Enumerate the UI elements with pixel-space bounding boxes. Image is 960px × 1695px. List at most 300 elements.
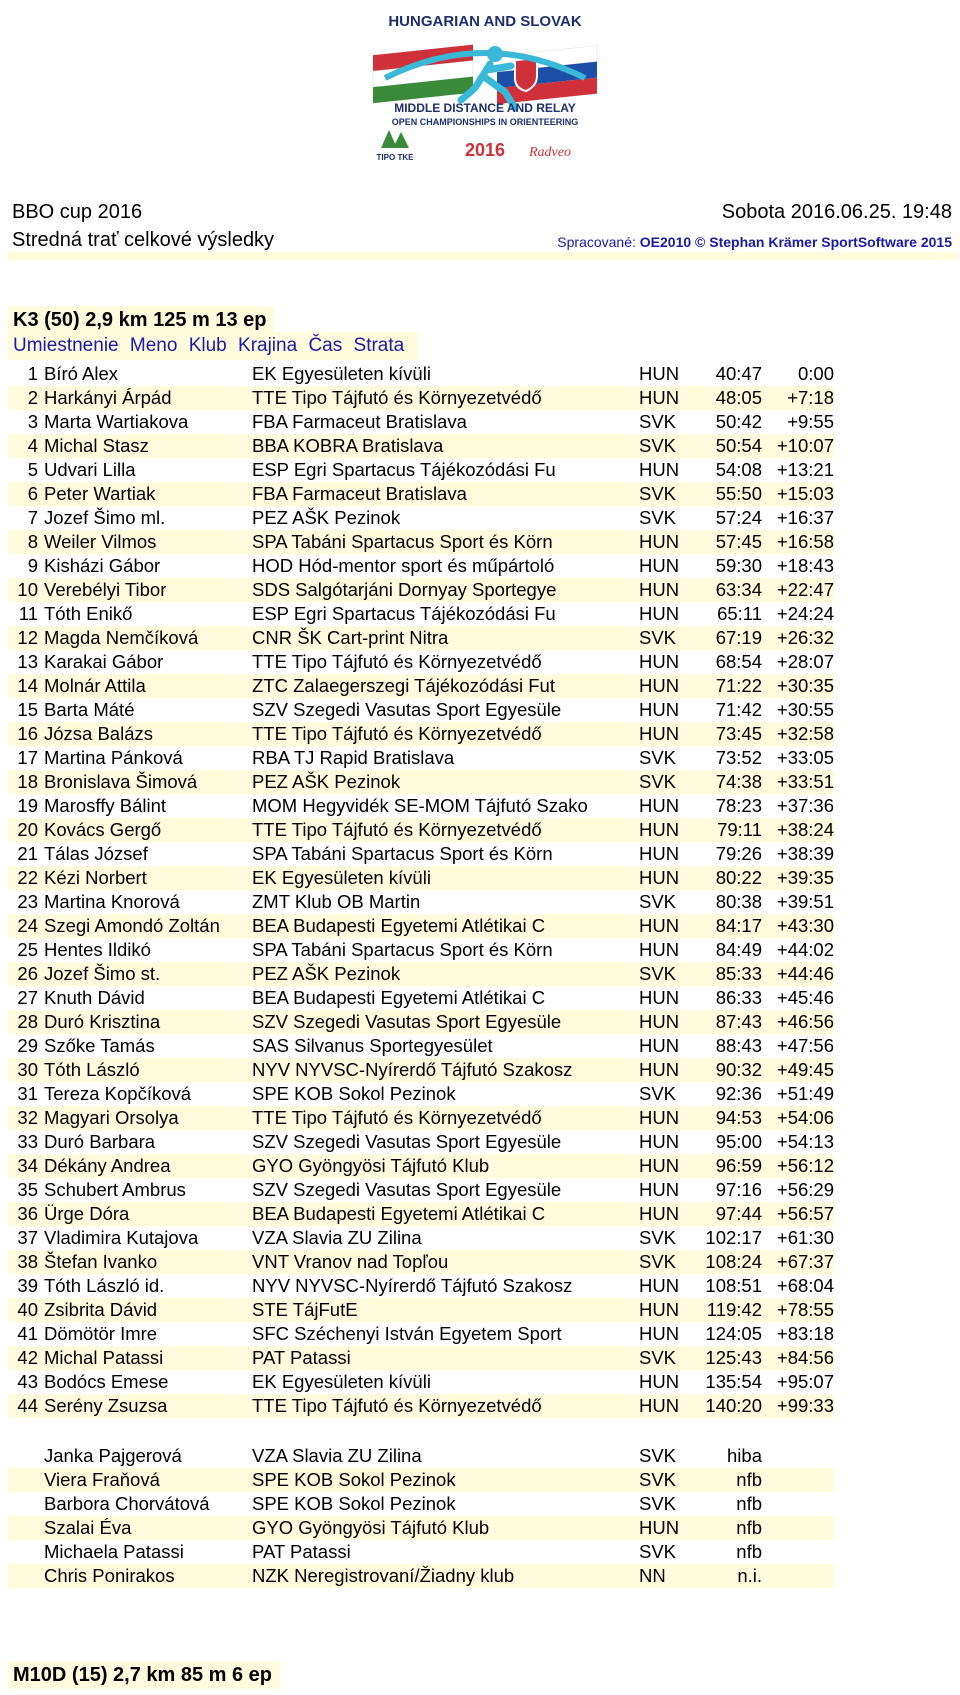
- processed-label: Spracované:: [557, 234, 636, 250]
- result-place: 20: [17, 819, 38, 840]
- result-diff: +37:36: [776, 795, 834, 816]
- result-club: EK Egyesületen kívüli: [252, 867, 431, 888]
- result-time: 50:54: [715, 435, 762, 456]
- col-place: Umiestnenie: [13, 335, 119, 356]
- result-club: SPA Tabáni Spartacus Sport és Körn: [252, 843, 553, 864]
- result-country: SVK: [639, 1251, 677, 1272]
- result-diff: +49:45: [776, 1059, 834, 1080]
- result-club: BEA Budapesti Egyetemi Atlétikai C: [252, 987, 546, 1008]
- table-row: [8, 482, 834, 506]
- result-place: 23: [17, 891, 38, 912]
- result-diff: +30:55: [776, 699, 834, 720]
- result-country: HUN: [639, 1299, 680, 1320]
- result-name: Szalai Éva: [44, 1517, 132, 1538]
- result-club: SZV Szegedi Vasutas Sport Egyesüle: [252, 699, 562, 720]
- result-club: SPE KOB Sokol Pezinok: [252, 1493, 456, 1514]
- result-name: Szegi Amondó Zoltán: [44, 915, 220, 936]
- class-title-m10d: M10D (15) 2,7 km 85 m 6 ep: [8, 1661, 280, 1689]
- result-diff: +95:07: [776, 1371, 834, 1392]
- result-country: HUN: [639, 1131, 680, 1152]
- result-club: GYO Gyöngyösi Tájfutó Klub: [252, 1517, 490, 1538]
- result-name: Tóth László: [44, 1059, 140, 1080]
- table-row: [8, 722, 834, 746]
- col-diff: Strata: [353, 335, 405, 356]
- result-name: Bronislava Šimová: [44, 771, 198, 792]
- result-time: 40:47: [715, 363, 762, 384]
- result-country: HUN: [639, 939, 680, 960]
- result-name: Tereza Kopčíková: [44, 1083, 192, 1104]
- result-time: 71:42: [715, 699, 762, 720]
- result-country: HUN: [639, 1179, 680, 1200]
- result-time: 57:45: [715, 531, 762, 552]
- result-place: 44: [17, 1395, 38, 1416]
- result-time: 57:24: [715, 507, 762, 528]
- unplaced-table: [8, 1444, 834, 1588]
- result-place: 11: [18, 603, 38, 624]
- header-band: [8, 252, 958, 260]
- table-row: [8, 1034, 834, 1058]
- result-place: 3: [27, 411, 38, 432]
- result-name: Udvari Lilla: [44, 459, 136, 480]
- result-club: PAT Patassi: [252, 1541, 351, 1562]
- result-name: Bodócs Emese: [44, 1371, 169, 1392]
- result-country: HUN: [639, 579, 680, 600]
- result-club: ESP Egri Spartacus Tájékozódási Fu: [252, 459, 556, 480]
- result-country: HUN: [639, 1107, 680, 1128]
- result-diff: +56:29: [776, 1179, 834, 1200]
- result-diff: +13:21: [776, 459, 834, 480]
- result-name: Dékány Andrea: [44, 1155, 171, 1176]
- result-country: HUN: [639, 723, 680, 744]
- result-place: 22: [17, 867, 38, 888]
- result-diff: +83:18: [776, 1323, 834, 1344]
- result-club: STE TájFutE: [252, 1299, 358, 1320]
- result-diff: +43:30: [776, 915, 834, 936]
- result-country: SVK: [639, 483, 677, 504]
- result-name: Schubert Ambrus: [44, 1179, 186, 1200]
- result-time: 79:26: [715, 843, 762, 864]
- result-club: PAT Patassi: [252, 1347, 351, 1368]
- result-place: 10: [17, 579, 38, 600]
- tipo-tree-icon: [381, 130, 409, 148]
- result-name: Tóth Enikő: [44, 603, 133, 624]
- result-time: 102:17: [705, 1227, 762, 1248]
- result-country: HUN: [639, 1203, 680, 1224]
- table-row: [8, 458, 834, 482]
- result-club: NZK Neregistrovaní/Žiadny klub: [252, 1565, 515, 1586]
- result-country: HUN: [639, 1517, 680, 1538]
- result-club: TTE Tipo Tájfutó és Környezetvédő: [252, 1107, 542, 1128]
- event-datetime: Sobota 2016.06.25. 19:48: [721, 201, 952, 223]
- result-name: Štefan Ivanko: [44, 1251, 158, 1272]
- table-row: [8, 1058, 834, 1082]
- result-status: n.i.: [737, 1565, 762, 1586]
- result-country: SVK: [639, 627, 677, 648]
- result-name: Michal Patassi: [44, 1347, 164, 1368]
- table-row: [8, 770, 834, 794]
- result-club: EK Egyesületen kívüli: [252, 1371, 431, 1392]
- result-name: Karakai Gábor: [44, 651, 164, 672]
- result-diff: +16:58: [776, 531, 834, 552]
- result-diff: +9:55: [787, 411, 834, 432]
- result-name: Marosffy Bálint: [44, 795, 167, 816]
- result-country: HUN: [639, 1371, 680, 1392]
- result-name: Barbora Chorvátová: [44, 1493, 210, 1514]
- runner-head: [487, 46, 503, 62]
- table-row: [8, 938, 834, 962]
- result-place: 34: [17, 1155, 38, 1176]
- result-name: Martina Knorová: [44, 891, 180, 912]
- result-diff: +47:56: [776, 1035, 834, 1056]
- result-name: Serény Zsuzsa: [44, 1395, 168, 1416]
- result-time: 140:20: [705, 1395, 762, 1416]
- logo-line1: HUNGARIAN AND SLOVAK: [388, 13, 582, 30]
- result-diff: +67:37: [776, 1251, 834, 1272]
- result-time: 88:43: [715, 1035, 762, 1056]
- result-diff: +16:37: [776, 507, 834, 528]
- result-diff: +10:07: [776, 435, 834, 456]
- table-row: [8, 386, 834, 410]
- sponsor-tipo: TIPO TKE: [376, 153, 414, 162]
- result-country: SVK: [639, 507, 677, 528]
- table-row: [8, 866, 834, 890]
- result-place: 24: [17, 915, 38, 936]
- result-country: SVK: [639, 747, 677, 768]
- result-country: SVK: [639, 1347, 677, 1368]
- result-name: Duró Krisztina: [44, 1011, 161, 1032]
- result-country: HUN: [639, 915, 680, 936]
- result-club: SPE KOB Sokol Pezinok: [252, 1469, 456, 1490]
- result-diff: +99:33: [776, 1395, 834, 1416]
- result-place: 27: [17, 987, 38, 1008]
- result-place: 28: [17, 1011, 38, 1032]
- result-time: 84:49: [715, 939, 762, 960]
- result-name: Michaela Patassi: [44, 1541, 184, 1562]
- result-country: HUN: [639, 1395, 680, 1416]
- result-club: RBA TJ Rapid Bratislava: [252, 747, 455, 768]
- table-row: [8, 1540, 834, 1564]
- result-name: Marta Wartiakova: [44, 411, 189, 432]
- result-country: HUN: [639, 987, 680, 1008]
- result-name: Viera Fraňová: [44, 1469, 160, 1490]
- table-row: [8, 1298, 834, 1322]
- result-name: Janka Pajgerová: [44, 1445, 182, 1466]
- result-club: SAS Silvanus Sportegyesület: [252, 1035, 493, 1056]
- result-name: Weiler Vilmos: [44, 531, 157, 552]
- result-time: 48:05: [715, 387, 762, 408]
- result-name: Peter Wartiak: [44, 483, 156, 504]
- table-row: [8, 1178, 834, 1202]
- result-country: SVK: [639, 1083, 677, 1104]
- result-name: Michal Stasz: [44, 435, 149, 456]
- table-row: [8, 1274, 834, 1298]
- logo-line3: OPEN CHAMPIONSHIPS IN ORIENTEERING: [391, 117, 579, 127]
- result-club: PEZ AŠK Pezinok: [252, 507, 401, 528]
- result-place: 32: [17, 1107, 38, 1128]
- processed-by: [557, 234, 952, 250]
- result-country: SVK: [639, 1469, 677, 1490]
- table-row: [8, 602, 834, 626]
- table-row: [8, 962, 834, 986]
- table-row: [8, 434, 834, 458]
- result-name: Hentes Ildikó: [44, 939, 151, 960]
- result-place: 8: [27, 531, 38, 552]
- result-name: Kézi Norbert: [44, 867, 147, 888]
- logo-year: 2016: [464, 140, 506, 160]
- result-club: ZMT Klub OB Martin: [252, 891, 421, 912]
- result-country: HUN: [639, 1035, 680, 1056]
- table-row: [8, 1202, 834, 1226]
- result-place: 43: [17, 1371, 38, 1392]
- result-name: Kisházi Gábor: [44, 555, 161, 576]
- result-club: EK Egyesületen kívüli: [252, 363, 431, 384]
- class-title-k3: K3 (50) 2,9 km 125 m 13 ep: [8, 306, 274, 334]
- result-status: hiba: [727, 1445, 762, 1466]
- table-row: [8, 1010, 834, 1034]
- table-row: [8, 1250, 834, 1274]
- table-row: [8, 1516, 834, 1540]
- result-name: Dömötör Imre: [44, 1323, 158, 1344]
- results-table: [8, 362, 834, 1418]
- result-time: 65:11: [717, 603, 762, 624]
- result-diff: +78:55: [776, 1299, 834, 1320]
- table-row: [8, 554, 834, 578]
- result-country: SVK: [639, 1227, 677, 1248]
- result-name: Duró Barbara: [44, 1131, 156, 1152]
- table-row: [8, 410, 834, 434]
- result-time: 108:24: [705, 1251, 762, 1272]
- result-place: 25: [17, 939, 38, 960]
- table-row: [8, 914, 834, 938]
- result-place: 5: [27, 459, 38, 480]
- result-diff: +33:05: [776, 747, 834, 768]
- result-place: 37: [17, 1227, 38, 1248]
- result-name: Magyari Orsolya: [44, 1107, 179, 1128]
- result-country: NN: [639, 1565, 666, 1586]
- result-place: 13: [17, 651, 38, 672]
- result-country: SVK: [639, 771, 677, 792]
- column-headers: [8, 332, 418, 360]
- table-row: [8, 506, 834, 530]
- result-diff: +51:49: [776, 1083, 834, 1104]
- result-diff: +54:13: [776, 1131, 834, 1152]
- result-club: ESP Egri Spartacus Tájékozódási Fu: [252, 603, 556, 624]
- result-name: Bíró Alex: [44, 363, 119, 384]
- table-row: [8, 842, 834, 866]
- result-name: Ürge Dóra: [44, 1203, 130, 1224]
- result-club: PEZ AŠK Pezinok: [252, 771, 401, 792]
- result-time: 85:33: [715, 963, 762, 984]
- result-time: 71:22: [715, 675, 762, 696]
- result-name: Verebélyi Tibor: [44, 579, 167, 600]
- result-time: 79:11: [717, 819, 762, 840]
- table-row: [8, 746, 834, 770]
- result-diff: +45:46: [776, 987, 834, 1008]
- result-status: nfb: [736, 1493, 762, 1514]
- result-country: HUN: [639, 819, 680, 840]
- result-country: SVK: [639, 1445, 677, 1466]
- result-name: Tóth László id.: [44, 1275, 165, 1296]
- result-time: 73:52: [715, 747, 762, 768]
- table-row: [8, 794, 834, 818]
- result-country: SVK: [639, 411, 677, 432]
- result-club: SZV Szegedi Vasutas Sport Egyesüle: [252, 1179, 562, 1200]
- result-place: 16: [17, 723, 38, 744]
- table-row: [8, 578, 834, 602]
- result-diff: +38:24: [776, 819, 834, 840]
- result-time: 95:00: [715, 1131, 762, 1152]
- result-time: 55:50: [715, 483, 762, 504]
- result-place: 31: [17, 1083, 38, 1104]
- result-club: SZV Szegedi Vasutas Sport Egyesüle: [252, 1011, 562, 1032]
- result-time: 54:08: [715, 459, 762, 480]
- result-country: HUN: [639, 1011, 680, 1032]
- result-time: 94:53: [715, 1107, 762, 1128]
- result-time: 74:38: [715, 771, 762, 792]
- result-country: HUN: [639, 387, 680, 408]
- result-time: 97:16: [715, 1179, 762, 1200]
- result-diff: +38:39: [776, 843, 834, 864]
- table-row: [8, 1468, 834, 1492]
- result-time: 50:42: [715, 411, 762, 432]
- result-country: SVK: [639, 891, 677, 912]
- result-club: HOD Hód-mentor sport és műpártoló: [252, 555, 555, 576]
- result-place: 18: [17, 771, 38, 792]
- result-time: 90:32: [715, 1059, 762, 1080]
- result-place: 9: [27, 555, 38, 576]
- result-place: 15: [17, 699, 38, 720]
- result-time: 108:51: [705, 1275, 762, 1296]
- result-place: 2: [27, 387, 38, 408]
- table-row: [8, 650, 834, 674]
- result-club: SZV Szegedi Vasutas Sport Egyesüle: [252, 1131, 562, 1152]
- result-place: 21: [17, 843, 38, 864]
- result-club: SFC Széchenyi István Egyetem Sport: [252, 1323, 562, 1344]
- table-row: [8, 986, 834, 1010]
- result-club: NYV NYVSC-Nyírerdő Tájfutó Szakosz: [252, 1059, 573, 1080]
- result-place: 6: [27, 483, 38, 504]
- result-diff: +7:18: [787, 387, 834, 408]
- result-time: 86:33: [715, 987, 762, 1008]
- table-row: [8, 698, 834, 722]
- table-row: [8, 1130, 834, 1154]
- table-row: [8, 1082, 834, 1106]
- result-diff: +39:51: [776, 891, 834, 912]
- logo-graphic: [365, 8, 605, 168]
- result-club: SPA Tabáni Spartacus Sport és Körn: [252, 531, 553, 552]
- result-place: 30: [17, 1059, 38, 1080]
- result-country: SVK: [639, 435, 677, 456]
- table-row: [8, 530, 834, 554]
- result-place: 1: [27, 363, 38, 384]
- result-place: 17: [17, 747, 38, 768]
- result-diff: +46:56: [776, 1011, 834, 1032]
- result-club: NYV NYVSC-Nyírerdő Tájfutó Szakosz: [252, 1275, 573, 1296]
- result-place: 14: [17, 675, 38, 696]
- result-club: BBA KOBRA Bratislava: [252, 435, 444, 456]
- results-subtitle: Stredná trať celkové výsledky: [12, 229, 275, 251]
- result-club: BEA Budapesti Egyetemi Atlétikai C: [252, 915, 546, 936]
- result-country: SVK: [639, 1493, 677, 1514]
- result-name: Tálas József: [44, 843, 148, 864]
- result-diff: +54:06: [776, 1107, 834, 1128]
- result-name: Kovács Gergő: [44, 819, 162, 840]
- result-country: HUN: [639, 1059, 680, 1080]
- result-time: 80:22: [715, 867, 762, 888]
- result-name: Jozef Šimo st.: [44, 963, 161, 984]
- result-diff: +44:02: [776, 939, 834, 960]
- table-row: [8, 1322, 834, 1346]
- result-club: MOM Hegyvidék SE-MOM Tájfutó Szako: [252, 795, 588, 816]
- result-place: 39: [17, 1275, 38, 1296]
- result-place: 12: [17, 627, 38, 648]
- result-country: HUN: [639, 555, 680, 576]
- result-time: 119:42: [706, 1299, 762, 1320]
- result-place: 4: [27, 435, 38, 456]
- result-club: TTE Tipo Tájfutó és Környezetvédő: [252, 387, 542, 408]
- result-diff: +56:12: [776, 1155, 834, 1176]
- result-country: HUN: [639, 1155, 680, 1176]
- result-country: HUN: [639, 843, 680, 864]
- result-time: 73:45: [715, 723, 762, 744]
- result-club: BEA Budapesti Egyetemi Atlétikai C: [252, 1203, 546, 1224]
- result-country: HUN: [639, 531, 680, 552]
- result-diff: +39:35: [776, 867, 834, 888]
- result-diff: +33:51: [776, 771, 834, 792]
- table-row: [8, 674, 834, 698]
- table-row: [8, 1564, 834, 1588]
- result-club: TTE Tipo Tájfutó és Környezetvédő: [252, 1395, 542, 1416]
- result-country: HUN: [639, 651, 680, 672]
- result-time: 67:19: [715, 627, 762, 648]
- table-row: [8, 1492, 834, 1516]
- result-time: 124:05: [705, 1323, 762, 1344]
- result-country: HUN: [639, 1323, 680, 1344]
- event-title: BBO cup 2016: [12, 201, 143, 223]
- result-diff: +18:43: [776, 555, 834, 576]
- result-club: SDS Salgótarjáni Dornyay Sportegye: [252, 579, 557, 600]
- result-place: 35: [17, 1179, 38, 1200]
- result-status: nfb: [736, 1517, 762, 1538]
- table-row: [8, 1226, 834, 1250]
- result-club: TTE Tipo Tájfutó és Környezetvédő: [252, 723, 542, 744]
- result-name: Józsa Balázs: [44, 723, 153, 744]
- result-club: TTE Tipo Tájfutó és Környezetvédő: [252, 651, 542, 672]
- table-row: [8, 626, 834, 650]
- result-time: 96:59: [715, 1155, 762, 1176]
- result-name: Barta Máté: [44, 699, 135, 720]
- result-name: Magda Nemčíková: [44, 627, 199, 648]
- result-name: Zsibrita Dávid: [44, 1299, 158, 1320]
- result-name: Martina Pánková: [44, 747, 183, 768]
- table-row: [8, 1370, 834, 1394]
- result-club: GYO Gyöngyösi Tájfutó Klub: [252, 1155, 490, 1176]
- result-name: Szőke Tamás: [44, 1035, 155, 1056]
- result-time: 63:34: [715, 579, 762, 600]
- processed-software: OE2010 © Stephan Krämer SportSoftware 2015: [639, 234, 952, 250]
- result-place: 42: [17, 1347, 38, 1368]
- table-row: [8, 1394, 834, 1418]
- result-place: 38: [17, 1251, 38, 1272]
- result-time: 92:36: [715, 1083, 762, 1104]
- result-club: FBA Farmaceut Bratislava: [252, 483, 467, 504]
- result-place: 33: [17, 1131, 38, 1152]
- result-place: 40: [17, 1299, 38, 1320]
- result-name: Vladimira Kutajova: [44, 1227, 199, 1248]
- result-country: HUN: [639, 699, 680, 720]
- table-row: [8, 362, 834, 386]
- result-club: VNT Vranov nad Topľou: [252, 1251, 449, 1272]
